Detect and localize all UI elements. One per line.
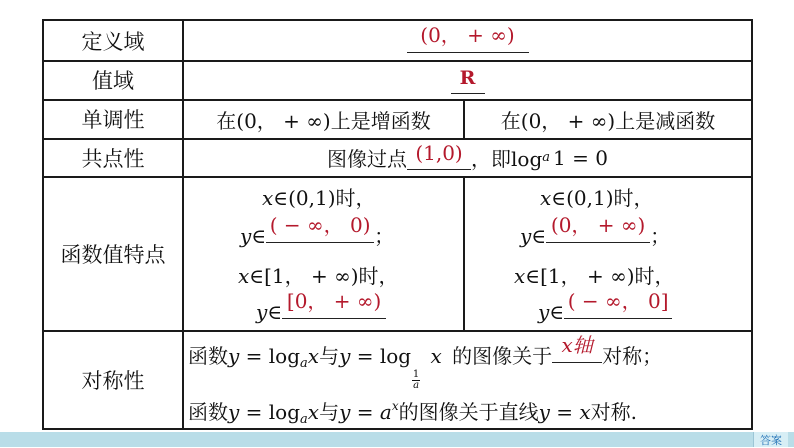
values-left-blank2 bbox=[282, 289, 386, 319]
var-x: x bbox=[307, 400, 320, 424]
numerator: 1 bbox=[412, 369, 420, 380]
var-y: y bbox=[538, 400, 550, 424]
var-y: y bbox=[256, 300, 268, 324]
footer-bar bbox=[0, 432, 794, 447]
common-point-prefix: 图像过点 bbox=[327, 147, 408, 171]
var-x: x bbox=[307, 344, 320, 368]
domain-blank bbox=[407, 23, 529, 53]
range-answer: R bbox=[459, 66, 476, 89]
exponent-x: x bbox=[391, 399, 399, 413]
text: = log bbox=[239, 400, 301, 424]
log-base-reciprocal bbox=[412, 370, 420, 391]
var-x: x bbox=[238, 264, 250, 288]
symmetry-blank bbox=[552, 333, 602, 363]
table-border-bottom bbox=[42, 428, 752, 430]
var-x: x bbox=[514, 264, 526, 288]
var-y: y bbox=[228, 400, 240, 424]
values-right-blank2 bbox=[564, 289, 672, 319]
var-x: x bbox=[579, 400, 591, 424]
text: = bbox=[350, 400, 380, 424]
text: 对称； bbox=[602, 344, 663, 368]
semicolon: ； bbox=[650, 224, 671, 248]
var-y: y bbox=[339, 400, 351, 424]
common-point-eq: 1 = 0 bbox=[553, 145, 608, 170]
var-x: x bbox=[430, 344, 442, 368]
var-y: y bbox=[520, 224, 532, 248]
values-left-cond1 bbox=[262, 182, 376, 211]
row-label-common-point: 共点性 bbox=[81, 146, 145, 171]
var-y: y bbox=[228, 344, 240, 368]
text: = log bbox=[350, 344, 412, 368]
cond-text: ∈(0,1)时， bbox=[551, 186, 654, 210]
monotonic-increasing: 在(0， + ∞)上是增函数 bbox=[216, 108, 431, 133]
monotonic-decreasing: 在(0， + ∞)上是减函数 bbox=[500, 108, 716, 133]
text: 与 bbox=[319, 344, 340, 368]
in-symbol: ∈ bbox=[267, 300, 283, 324]
table-border-right bbox=[751, 19, 753, 430]
in-symbol: ∈ bbox=[531, 224, 547, 248]
common-point-answer: (1,0) bbox=[415, 141, 463, 165]
var-x: x bbox=[262, 186, 274, 210]
values-left-blank1 bbox=[266, 213, 374, 243]
text: 的图像关于 bbox=[452, 344, 553, 368]
row-label-symmetry: 对称性 bbox=[81, 369, 145, 393]
range-cell bbox=[184, 61, 751, 99]
row-label-monotonic: 单调性 bbox=[81, 108, 145, 132]
values-right-line2 bbox=[520, 213, 671, 249]
row-label-range: 值域 bbox=[92, 69, 134, 93]
text: = log bbox=[239, 344, 301, 368]
var-y: y bbox=[240, 224, 252, 248]
case-divider bbox=[463, 176, 465, 330]
values-left-line2 bbox=[240, 213, 395, 249]
row-label-values: 函数值特点 bbox=[60, 243, 166, 267]
text: 对称. bbox=[590, 400, 638, 424]
text: 与 bbox=[319, 400, 340, 424]
log-base: a bbox=[300, 356, 308, 371]
semicolon: ； bbox=[374, 224, 395, 248]
values-right-line4 bbox=[538, 289, 672, 324]
var-x: x bbox=[540, 186, 552, 210]
text: 的图像关于直线 bbox=[398, 400, 539, 424]
var-y: y bbox=[538, 300, 550, 324]
values-right-cond1 bbox=[540, 182, 654, 211]
denominator: a bbox=[413, 380, 420, 391]
common-point-cell bbox=[184, 139, 751, 176]
var-y: y bbox=[339, 344, 351, 368]
symmetry-answer: x轴 bbox=[561, 333, 593, 357]
values-left-answer1: ( − ∞， 0) bbox=[269, 213, 371, 237]
range-blank bbox=[451, 67, 485, 94]
domain-answer: (0， + ∞) bbox=[420, 23, 515, 47]
text: 函数 bbox=[188, 400, 228, 424]
cond-text: ∈[1， + ∞)时， bbox=[525, 264, 675, 288]
answer-button[interactable]: 答案 bbox=[753, 432, 788, 447]
log-base: a bbox=[542, 150, 551, 165]
values-left-answer2: [0， + ∞) bbox=[286, 289, 382, 313]
values-left-line4 bbox=[256, 289, 386, 324]
values-right-answer2: ( − ∞， 0] bbox=[567, 289, 669, 313]
symmetry-line2 bbox=[188, 396, 637, 427]
text: = bbox=[549, 400, 580, 424]
common-point-blank bbox=[407, 141, 471, 170]
row-label-domain: 定义域 bbox=[81, 29, 145, 54]
in-symbol: ∈ bbox=[549, 300, 565, 324]
in-symbol: ∈ bbox=[251, 224, 267, 248]
cond-text: ∈(0,1)时， bbox=[273, 186, 376, 210]
base-a: a bbox=[379, 400, 392, 424]
values-right-answer1: (0， + ∞) bbox=[550, 213, 646, 237]
symmetry-line1 bbox=[188, 333, 663, 391]
text: 函数 bbox=[188, 344, 228, 368]
values-right-blank1 bbox=[546, 213, 650, 243]
cond-text: ∈[1， + ∞)时， bbox=[249, 264, 399, 288]
domain-cell bbox=[184, 21, 751, 60]
log-base: a bbox=[300, 412, 308, 427]
common-point-log: ，即log bbox=[471, 147, 543, 171]
